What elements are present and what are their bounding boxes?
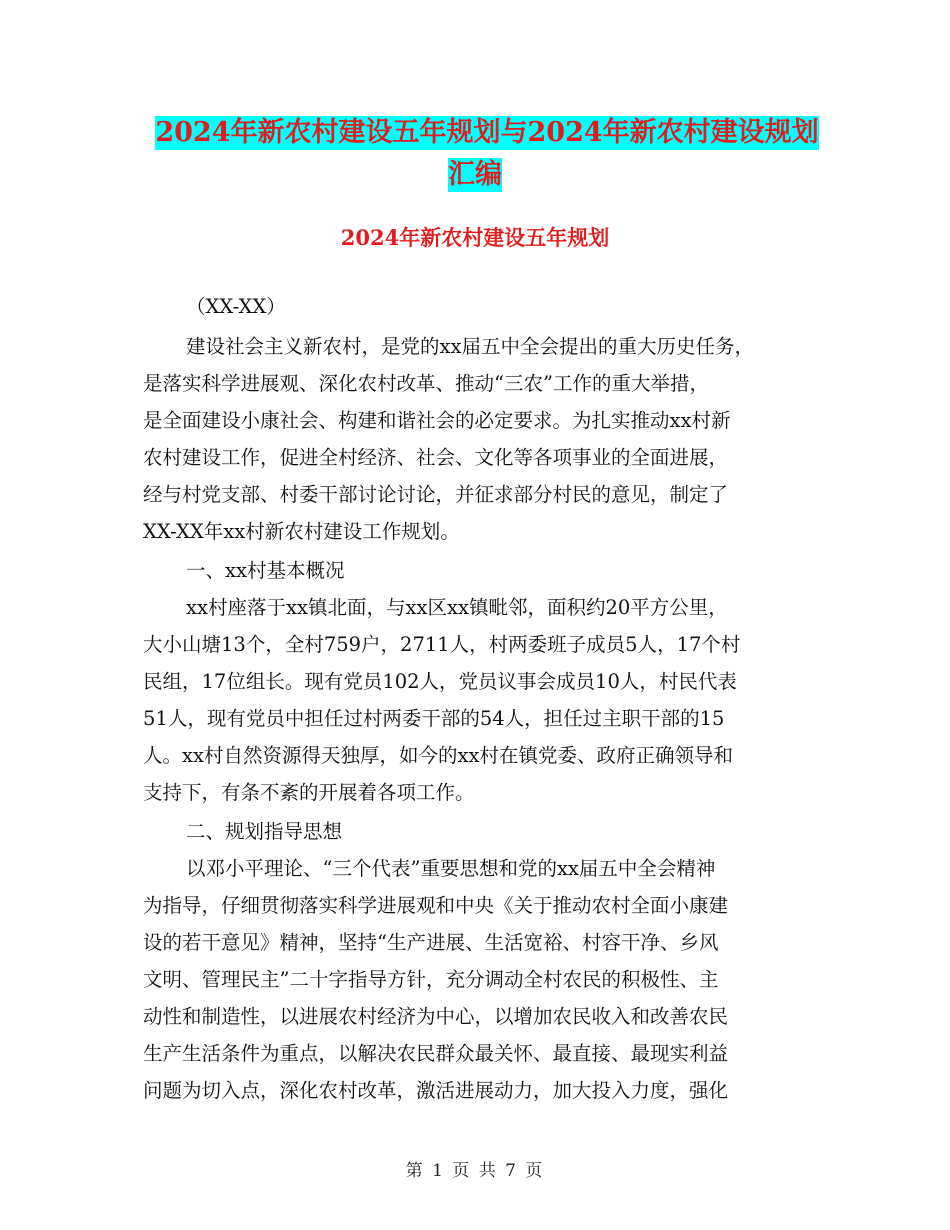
- document-title-line-1: [24, 116, 950, 150]
- heading-basic-overview: 一、xx村基本概况: [186, 559, 345, 582]
- body-line: XX-XX年xx村新农村建设工作规划。: [143, 520, 460, 543]
- body-line: xx村座落于xx镇北面，与xx区xx镇毗邻，面积约20平方公里，: [186, 596, 728, 619]
- body-line: 支持下，有条不紊的开展着各项工作。: [143, 781, 475, 804]
- body-line: 问题为切入点，深化农村改革，激活进展动力，加大投入力度，强化: [143, 1079, 729, 1102]
- document-title-text-2: 汇编: [448, 159, 502, 190]
- body-line: 大小山塘13个，全村759户，2711人，村两委班子成员5人，17个村: [143, 633, 741, 656]
- document-title-line-2: [0, 158, 950, 192]
- body-line: 是落实科学进展观、深化农村改革、推动“三农”工作的重大举措，: [143, 372, 709, 395]
- body-line: 是全面建设小康社会、构建和谐社会的必定要求。为扎实推动xx村新: [143, 409, 731, 432]
- body-line: 人。xx村自然资源得天独厚，如今的xx村在镇党委、政府正确领导和: [143, 744, 733, 767]
- body-line: 为指导，仔细贯彻落实科学进展观和中央《关于推动农村全面小康建: [143, 894, 729, 917]
- body-line: 以邓小平理论、“三个代表”重要思想和党的xx届五中全会精神: [186, 857, 716, 880]
- section-title: 2024年新农村建设五年规划: [340, 225, 610, 250]
- body-line: 动性和制造性，以进展农村经济为中心，以增加农民收入和改善农民: [143, 1005, 729, 1028]
- body-line: 农村建设工作，促进全村经济、社会、文化等各项事业的全面进展，: [143, 446, 729, 469]
- body-line: 建设社会主义新农村，是党的xx届五中全会提出的重大历史任务，: [186, 335, 754, 358]
- heading-guiding-ideology: 二、规划指导思想: [186, 820, 343, 843]
- document-title-text-1: 2024年新农村建设五年规划与2024年新农村建设规划: [155, 117, 819, 148]
- body-line: 经与村党支部、村委干部讨论讨论，并征求部分村民的意见，制定了: [143, 483, 729, 506]
- body-line: 设的若干意见》精神，坚持“生产进展、生活宽裕、村容干净、乡风: [143, 931, 719, 954]
- body-line: 文明、管理民主”二十字指导方针，充分调动全村农民的积极性、主: [143, 968, 719, 991]
- page-number-footer: 第 1 页 共 7 页: [405, 1161, 545, 1181]
- body-line: 生产生活条件为重点，以解决农民群众最关怀、最直接、最现实利益: [143, 1042, 729, 1065]
- body-line: 51人，现有党员中担任过村两委干部的54人，担任过主职干部的15: [143, 707, 725, 730]
- body-line: 民组，17位组长。现有党员102人，党员议事会成员10人，村民代表: [143, 670, 737, 693]
- body-line: （XX-XX）: [186, 295, 286, 318]
